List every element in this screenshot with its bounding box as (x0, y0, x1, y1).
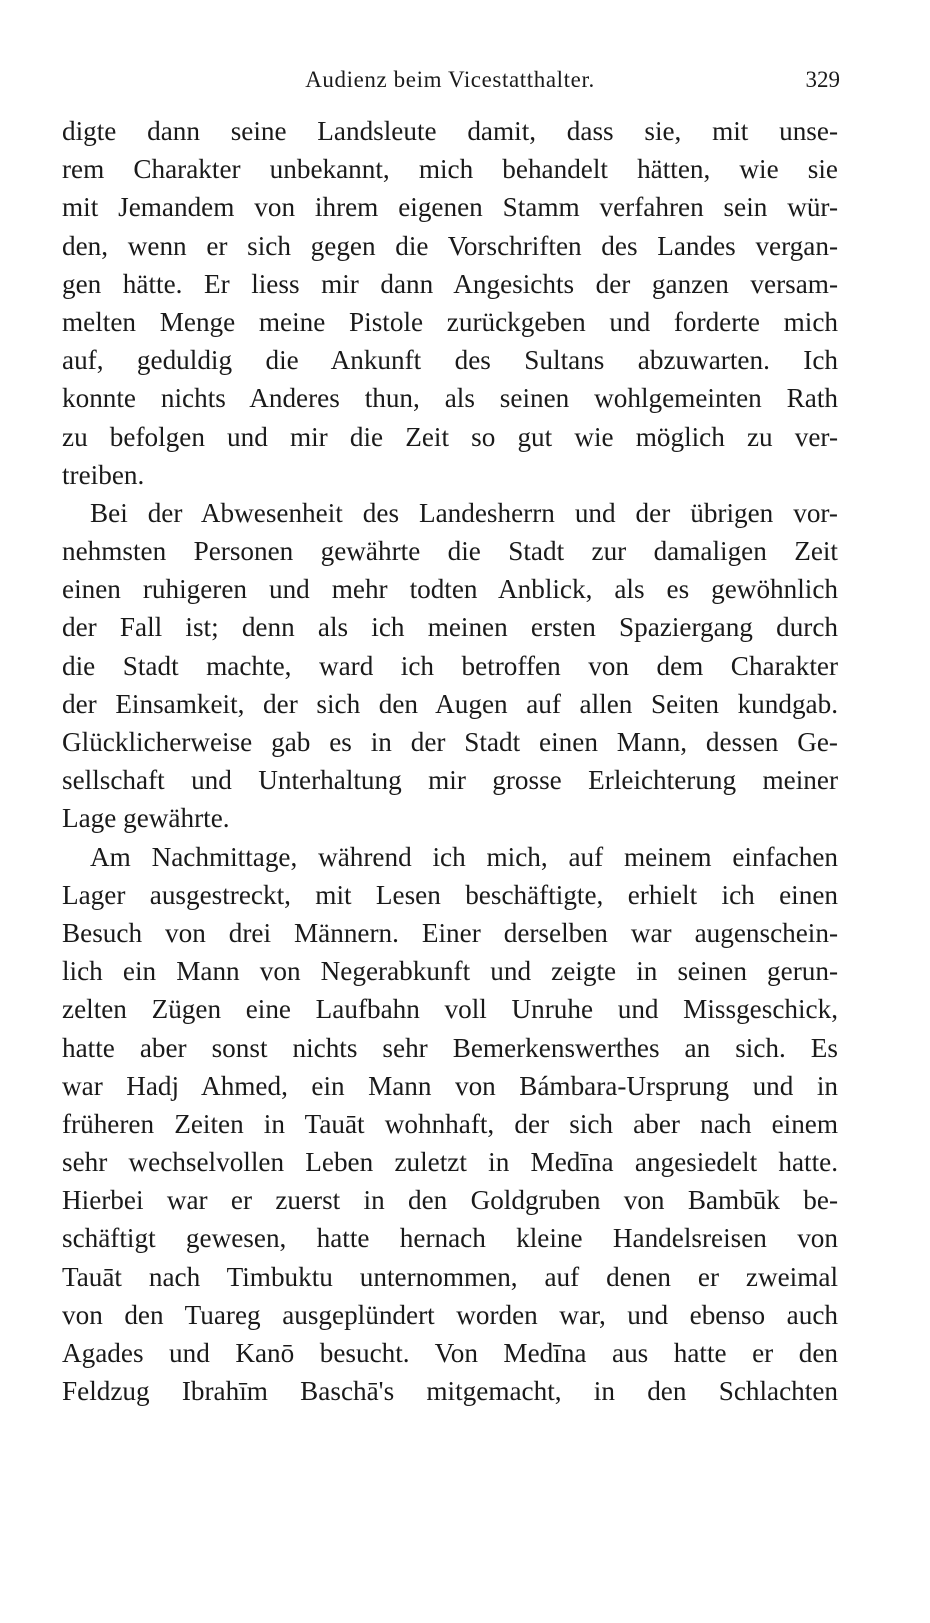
text-line: mit Jemandem von ihrem eigenen Stamm verfahren sein wür- (62, 192, 838, 223)
text-line: Am Nachmittage, während ich mich, auf meinem einfachen (90, 841, 838, 872)
text-line: einen ruhigeren und mehr todten Anblick, als es gewöhnlich (62, 574, 838, 605)
text-line: Tauāt nach Timbuktu unternommen, auf denen er zweimal (62, 1261, 838, 1292)
text-line: gen hätte. Er liess mir dann Angesichts der ganzen versam- (62, 268, 838, 299)
text-line: früheren Zeiten in Tauāt wohnhaft, der sich aber nach einem (62, 1108, 838, 1139)
running-title: Audienz beim Vicestatthalter. (305, 67, 595, 92)
text-line: Lager ausgestreckt, mit Lesen beschäftigte, erhielt ich einen (62, 879, 838, 910)
text-line: Lage gewährte. (62, 803, 230, 834)
text-line: die Stadt machte, ward ich betroffen von dem Charakter (62, 650, 838, 681)
text-line: zu befolgen und mir die Zeit so gut wie möglich zu ver- (62, 421, 838, 452)
text-line: lich ein Mann von Negerabkunft und zeigte in seinen gerun- (62, 956, 838, 987)
text-line: hatte aber sonst nichts sehr Bemerkenswerthes an sich. Es (62, 1032, 838, 1063)
text-line: konnte nichts Anderes thun, als seinen wohlgemeinten Rath (62, 383, 838, 414)
text-line: Agades und Kanō besucht. Von Medīna aus hatte er den (62, 1338, 838, 1368)
text-line: Feldzug Ibrahīm Baschā's mitgemacht, in den Schlachten (62, 1376, 838, 1407)
body-text (62, 112, 838, 1410)
text-line: war Hadj Ahmed, ein Mann von Bámbara-Ursprung und in (62, 1070, 838, 1101)
text-line: melten Menge meine Pistole zurückgeben und forderte mich (62, 306, 838, 337)
text-line: Besuch von drei Männern. Einer derselben war augenschein- (62, 917, 838, 948)
text-line: sellschaft und Unterhaltung mir grosse Erleichterung meiner (62, 765, 838, 796)
text-line: rem Charakter unbekannt, mich behandelt hätten, wie sie (62, 154, 838, 185)
text-line: Hierbei war er zuerst in den Goldgruben von Bambūk be- (62, 1185, 838, 1216)
text-line: auf, geduldig die Ankunft des Sultans abzuwarten. Ich (62, 345, 838, 376)
text-line: Glücklicherweise gab es in der Stadt einen Mann, dessen Ge- (62, 727, 838, 757)
text-line: treiben. (62, 459, 145, 490)
text-line: den, wenn er sich gegen die Vorschriften des Landes vergan- (62, 230, 838, 261)
text-line: schäftigt gewesen, hatte hernach kleine Handelsreisen von (62, 1223, 838, 1254)
text-line: zelten Zügen eine Laufbahn voll Unruhe und Missgeschick, (62, 994, 838, 1025)
text-line: nehmsten Personen gewährte die Stadt zur damaligen Zeit (62, 536, 838, 567)
text-line: der Fall ist; denn als ich meinen ersten Spaziergang durch (62, 612, 838, 643)
page-number: 329 (805, 67, 840, 92)
running-head (60, 62, 840, 98)
text-line: sehr wechselvollen Leben zuletzt in Medīna angesiedelt hatte. (62, 1147, 838, 1178)
text-line: der Einsamkeit, der sich den Augen auf allen Seiten kundgab. (62, 688, 838, 719)
text-line: Bei der Abwesenheit des Landesherrn und der übrigen vor- (90, 497, 838, 528)
text-line: von den Tuareg ausgeplündert worden war, und ebenso auch (62, 1299, 838, 1330)
text-line: digte dann seine Landsleute damit, dass sie, mit unse- (62, 116, 838, 146)
